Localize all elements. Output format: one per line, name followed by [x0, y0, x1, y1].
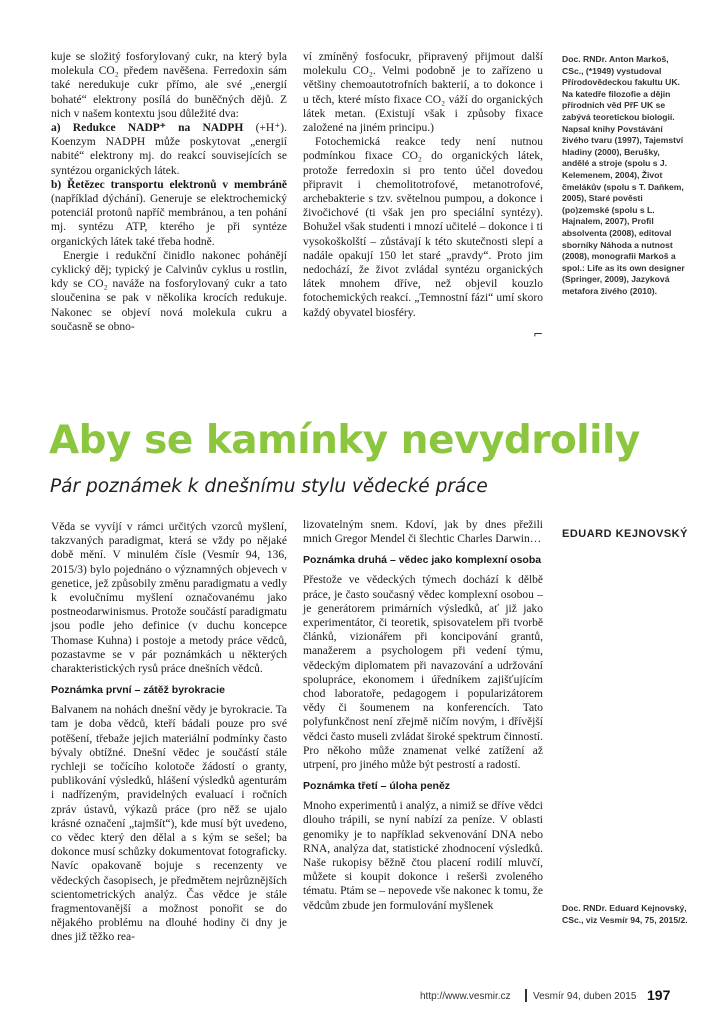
list-item-heading: b) Řetězec transportu elektronů v membráně: [51, 178, 287, 191]
section-subheading: Poznámka druhá – vědec jako komplexní osoba: [303, 554, 542, 567]
body-paragraph: ví zmíněný fosfocukr, připravený přijmout další molekulu CO₂. Velmi podobně je to zařízeno u většiny chemoautotrofních bakterií, a to dokonce i u těch, které místo fixace CO₂ váží do organických látek metan. (Existují však i způsoby fixace založené na jiném principu.): [303, 51, 543, 135]
list-item-text: (například dýchání). Generuje se elektrochemický potenciál protonů napříč membránou, a ten pohání mj. syntézu ATP, kterého je při syntéze organických látek také třeba hodně.: [51, 193, 287, 248]
footer-divider: [525, 989, 527, 1002]
section-subheading: Poznámka třetí – úloha peněz: [303, 780, 451, 793]
body-paragraph: Mnoho experimentů i analýz, a nimiž se dříve vědci dlouho trápili, se nyní nabízí za peníze. V oblasti genomiky je to například sekvenování DNA nebo RNA, analýza dat, statistické zhodnocení výsledků. Naše rukopisy běžně čtou placení rodilí mluvčí, můžete si koupit dokonce i rešerši zvoleného tématu. Ptám se – nepovede vše nakonec k tomu, že vědcům zbude jen formulování myšlenek: [303, 800, 543, 912]
article-column-2: [303, 518, 543, 913]
list-item-heading: a) Redukce NADP⁺ na NADPH: [51, 122, 244, 135]
article-column-1: [51, 520, 287, 945]
body-paragraph: Fotochemická reakce tedy není nutnou podmínkou fixace CO₂ do organických látek, protože ferredoxin si pro tento účel dovedou připravit i chemolitotrofové, metanotrofové, archebakterie s tzv. světelnou pumpou, a dokonce i živočichové (ti však jen pro speciální syntézy). Bohužel však studenti i mnozí učitelé – dokonce i ti vysokoškolští – zůstávají k této skutečnosti slepí a nadále opakují 150 let staré „pravdy“. Proto jim nedochází, že život zvládal syntézu organických látek mnohem dříve, než objevil kouzlo fotochemických reakcí. „Temnostní fázi“ umí skoro každý obyvatel biosféry.: [303, 136, 543, 319]
body-paragraph: Balvanem na nohách dnešní vědy je byrokracie. Ta tam je doba vědců, kteří bádali pouze pro své potěšení, třebaže jejich materiální podmínky často bývaly obtížné. Dnešní vědec je součástí stále rychleji se točícího kolotoče žádostí o granty, publikování výsledků, hlášení výsledků agenturám i nadřízeným, pravidelných evaluací i ročních zpráv ústavů, výkazů práce (pro něž se ujalo krásné označení „tajmšít“), kde musí být uvedeno, co vědec který den dělal a s kým se sešel; ba dokonce musí schůzky dokumentovat fotograficky. Navíc opakovaně bojuje s recenzenty ve vědeckých časopisech, je předmětem nejrůznějších scientometrických analýz. Čas vědce je stále fragmentovanější a možnost ponořit se do nějakého problému na dlouhé hodiny či dny je dnes již těžko rea-: [51, 704, 287, 944]
article-subtitle: Pár poznámek k dnešnímu stylu vědecké práce: [50, 476, 488, 497]
article-author: EDUARD KEJNOVSKÝ: [562, 528, 688, 540]
body-paragraph: lizovatelným snem. Kdoví, jak by dnes přežili mnich Gregor Mendel či šlechtic Charles Darwin…: [303, 519, 543, 546]
body-paragraph: Přestože ve vědeckých týmech dochází k dělbě práce, je často současný vědec komplexní osobou – je generátorem primárních výsledků, ať již jako experimentátor, či teoretik, spisovatelem při tvorbě článků, vizionářem při koncipování grantů, manažerem a psychologem při vedení týmu, vědeckým diplomatem při navazování a udržování spolupráce, ekonomem i úředníkem zajišťujícím chod laboratoře, pedagogem i popularizátorem vědy či šoumenem na konferencích. Tato polyfunkčnost není zřejmě ničím novým, i dřívější vědci často museli zvládat široké spektrum činností. Pro někoho může znamenat velké zatížení až utrpení, pro jiného může být pestrostí a radostí.: [303, 574, 543, 772]
footer-url[interactable]: http://www.vesmir.cz: [420, 991, 511, 1002]
author-bio-markos: Doc. RNDr. Anton Markoš, CSc., (*1949) vystudoval Přírodovědeckou fakultu UK. Na katedře filozofie a dějin přírodních věd PřF UK se zabývá teoretickou biologií. Napsal knihy Povstávání živého tvaru (1997), Tajemství hladiny (2000), Berušky, andělé a stroje (spolu s J. Kelemenem, 2004), Život čmelákův (spolu s T. Daňkem, 2005), Staré pověsti (po)zemské (spolu s L. Hajnalem, 2007), Profil absolventa (2008), editoval sborníky Náhoda a nutnost (2008), monografii Markoš a spol.: Life as its own designer (Springer, 2009), Jazyková metafora živého (2010).: [562, 54, 685, 296]
body-paragraph: Věda se vyvíjí v rámci určitých vzorců myšlení, takzvaných paradigmat, která se vždy po nějaké době mění. V minulém čísle (Vesmír 94, 136, 2015/3) bylo pojednáno o významných objevech v genetice, jež způsobily změnu paradigmatu a vedly k evolučnímu myšlení označovanému jako postneodarwinismus. Protože součástí paradigmatu jsou podle jeho definice (v duchu koncepce Thomase Kuhna) i postoje a metody práce vědců, pozastavme se v pár poznámkách u některých charakteristických rysů práce dnešních vědců.: [51, 521, 287, 676]
page-footer: [420, 987, 670, 1007]
list-item: [51, 178, 287, 249]
body-paragraph: kuje se složitý fosforylovaný cukr, na který byla molekula CO₂ předem navěšena. Ferredoxin sám také neredukuje cukr přímo, ale své „energií bohaté“ elektrony posílá do buněčných dějů. Z nich v našem kontextu jsou důležité dva:: [51, 51, 287, 120]
author-bio-kejnovsky: Doc. RNDr. Eduard Kejnovský, CSc., viz Vesmír 94, 75, 2015/2.: [562, 903, 688, 925]
article-end-mark: ⌐: [533, 327, 544, 341]
article-title: Aby se kamínky nevydrolily: [49, 418, 640, 463]
list-item-text: (+H⁺). Koenzym NADPH může poskytovat „energií nabité“ elektrony mj. do reakcí souvisejících se syntézou organických látek.: [51, 122, 287, 177]
body-paragraph: Energie i redukční činidlo nakonec pohánějí cyklický děj; typický je Calvinův cyklus u rostlin, kdy se CO₂ naváže na fosforylovaný cukr a tato sloučenina se pak v několika krocích redukuje. Nakonec se objeví nová molekula cukru a současně se obno-: [51, 249, 287, 333]
top-article-column-2: [303, 50, 543, 320]
page-number: 197: [647, 987, 671, 1003]
top-article-column-1: [51, 50, 287, 334]
section-subheading: Poznámka první – zátěž byrokracie: [51, 684, 225, 697]
list-item: [51, 121, 287, 178]
footer-issue: Vesmír 94, duben 2015: [533, 991, 637, 1002]
